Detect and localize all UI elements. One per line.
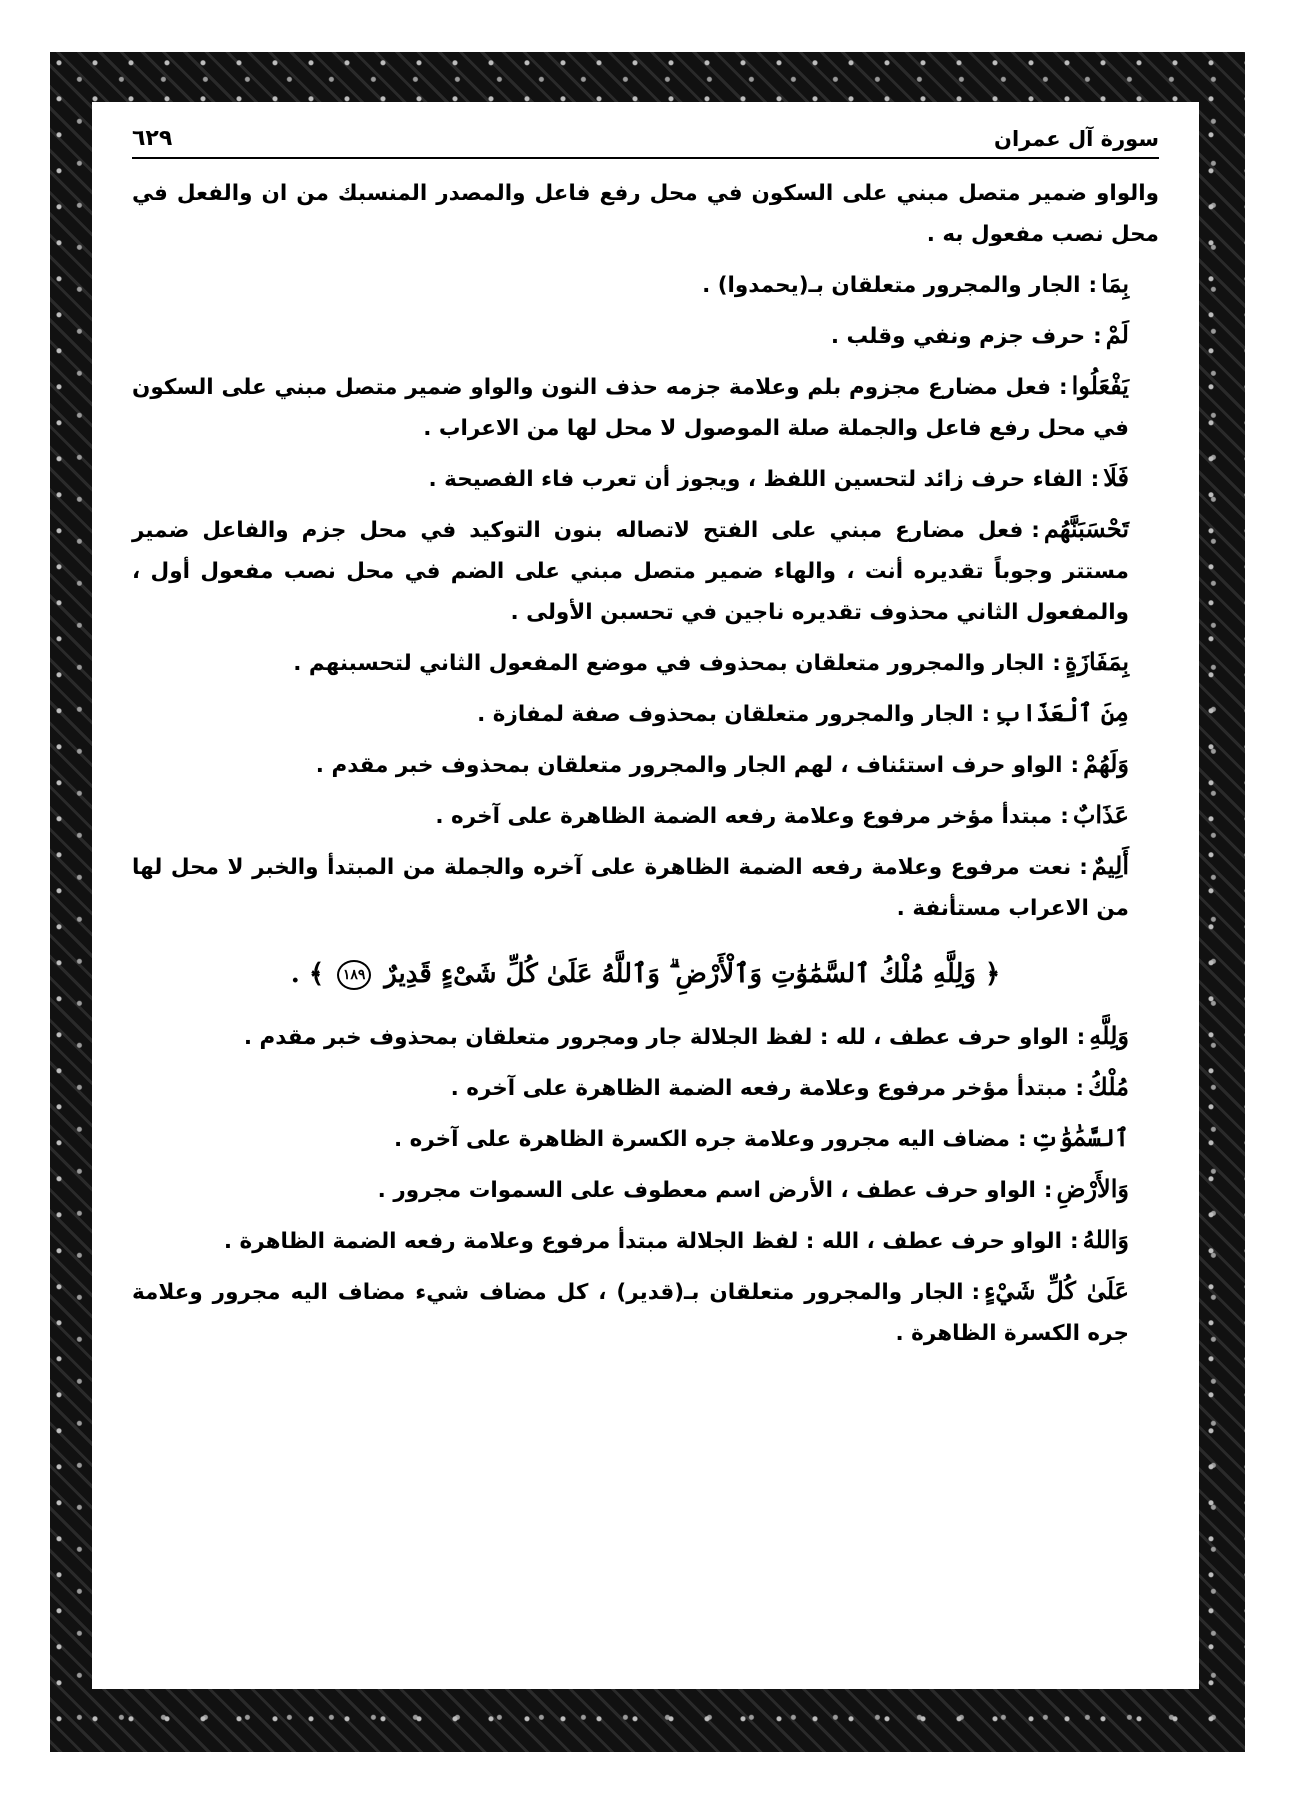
entry-term: فَلَا — [1103, 463, 1129, 492]
entry-term: وَلِلَّهِ — [1089, 1021, 1129, 1050]
entry-separator: : — [971, 1280, 981, 1305]
entry-term: تَحْسَبَنَّهُم — [1043, 514, 1129, 543]
entry-term: وَلَهُمْ — [1083, 749, 1129, 778]
entry-item — [132, 314, 1159, 357]
verse-number: ١٨٩ — [337, 960, 371, 990]
entry-item — [132, 692, 1159, 735]
entry-text: الجار والمجرور متعلقان بـ(قدير) ، كل مضاف شيء مضاف اليه مجرور وعلامة جره الكسرة الظاهرة . — [132, 1280, 1129, 1346]
entry-term: بِمَفَازَةٍ — [1064, 647, 1129, 676]
entry-separator: : — [1070, 1229, 1079, 1254]
entry-item — [132, 1015, 1159, 1058]
entry-text: حرف جزم ونفي وقلب . — [830, 324, 1086, 349]
entry-separator: : — [1031, 518, 1040, 543]
entry-item — [132, 365, 1159, 449]
entry-term: عَذَابٌ — [1072, 800, 1129, 829]
entry-separator: : — [1090, 467, 1100, 492]
quran-verse — [132, 951, 1159, 997]
entry-separator: : — [1079, 855, 1088, 880]
entry-text: مضاف اليه مجرور وعلامة جره الكسرة الظاهرة على آخره . — [393, 1127, 1010, 1152]
entry-term: مِنَ ٱلْعَذَابِ — [994, 698, 1129, 727]
entry-item — [132, 263, 1159, 306]
entry-separator: : — [1075, 1076, 1084, 1101]
entry-text: الجار والمجرور متعلقان بمحذوف صفة لمفازة . — [477, 702, 974, 727]
entry-item — [132, 641, 1159, 684]
entry-separator: : — [1093, 324, 1102, 349]
verse-close-bracket: ﴾ . — [290, 959, 325, 989]
entry-separator: : — [1076, 1025, 1086, 1050]
page — [92, 102, 1199, 1689]
entry-separator: : — [1058, 375, 1068, 400]
entry-text: الفاء حرف زائد لتحسين اللفظ ، ويجوز أن تعرب فاء الفصيحة . — [428, 467, 1083, 492]
verse-open-bracket: ﴿ — [985, 959, 1001, 989]
entry-text: فعل مضارع مجزوم بلم وعلامة جزمه حذف النون والواو ضمير متصل مبني على السكون في محل رفع فاعل والجملة صلة الموصول لا محل لها من الاعراب . — [132, 375, 1129, 441]
entry-text: الواو حرف عطف ، لله : لفظ الجلالة جار ومجرور متعلقان بمحذوف خبر مقدم . — [243, 1025, 1069, 1050]
entry-item — [132, 1219, 1159, 1262]
entry-text: نعت مرفوع وعلامة رفعه الضمة الظاهرة على آخره والجملة من المبتدأ والخبر لا محل لها من الاعراب مستأنفة . — [132, 855, 1129, 921]
entry-item — [132, 1117, 1159, 1160]
entry-term: بِمَا — [1101, 269, 1129, 298]
entry-term: مُلْكُ — [1087, 1072, 1129, 1101]
page-header — [132, 126, 1159, 159]
entry-text: الواو حرف استئناف ، لهم الجار والمجرور متعلقان بمحذوف خبر مقدم . — [315, 753, 1063, 778]
page-content — [132, 173, 1159, 1354]
entry-separator: : — [981, 702, 991, 727]
surah-title: سورة آل عمران — [994, 127, 1159, 151]
entry-item — [132, 1066, 1159, 1109]
entry-item — [132, 1168, 1159, 1211]
entry-separator: : — [1060, 804, 1069, 829]
entry-item — [132, 794, 1159, 837]
entry-separator: : — [1043, 1178, 1053, 1203]
entry-separator: : — [1017, 1127, 1027, 1152]
entry-item — [132, 1270, 1159, 1354]
entry-item — [132, 743, 1159, 786]
intro-paragraph: والواو ضمير متصل مبني على السكون في محل رفع فاعل والمصدر المنسبك من ان والفعل في محل نصب مفعول به . — [132, 181, 1159, 247]
entry-item — [132, 508, 1159, 633]
entry-term: عَلَىٰ كُلِّ شَيْءٍ — [984, 1276, 1129, 1305]
entry-term: أَلِيمٌ — [1091, 851, 1129, 880]
entry-item — [132, 845, 1159, 929]
entry-text: الواو حرف عطف ، الله : لفظ الجلالة مبتدأ مرفوع وعلامة رفعه الضمة الظاهرة . — [223, 1229, 1062, 1254]
page-number: ٦٢٩ — [132, 126, 173, 151]
entries-list — [132, 263, 1159, 929]
verse-text: وَلِلَّهِ مُلْكُ ٱلسَّمَٰوَٰتِ وَٱلْأَرْضِ ۗ وَٱللَّهُ عَلَىٰ كُلِّ شَىْءٍ قَدِيرٌ — [384, 959, 976, 989]
entry-text: مبتدأ مؤخر مرفوع وعلامة رفعه الضمة الظاهرة على آخره . — [435, 804, 1053, 829]
entry-term: يَفْعَلُوا — [1071, 371, 1129, 400]
entry-separator: : — [1088, 273, 1098, 298]
entry-item — [132, 457, 1159, 500]
entries-list-2 — [132, 1015, 1159, 1354]
entry-text: الواو حرف عطف ، الأرض اسم معطوف على السموات مجرور . — [377, 1178, 1036, 1203]
entry-separator: : — [1052, 651, 1061, 676]
entry-text: فعل مضارع مبني على الفتح لاتصاله بنون التوكيد في محل جزم والفاعل ضمير مستتر وجوباً تقديره أنت ، والهاء ضمير متصل مبني على الضم في محل نصب مفعول أول ، والمفعول الثاني محذوف تقديره ناجين في تحسبن الأولى . — [132, 518, 1129, 625]
entry-term: وَالأَرْضِ — [1056, 1174, 1129, 1203]
entry-text: الجار والمجرور متعلقان بـ(يحمدوا) . — [702, 273, 1081, 298]
entry-separator: : — [1070, 753, 1080, 778]
entry-text: مبتدأ مؤخر مرفوع وعلامة رفعه الضمة الظاهرة على آخره . — [450, 1076, 1068, 1101]
entry-text: الجار والمجرور متعلقان بمحذوف في موضع المفعول الثاني لتحسبنهم . — [293, 651, 1045, 676]
entry-term: لَمْ — [1105, 320, 1129, 349]
entry-term: وَاللهُ — [1082, 1225, 1129, 1254]
entry-term: ٱلسَّمَٰوَٰتِ — [1030, 1123, 1129, 1152]
